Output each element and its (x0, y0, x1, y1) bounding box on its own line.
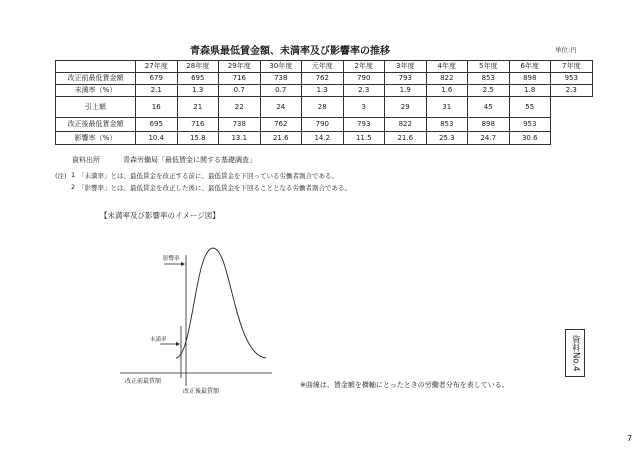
note-text: 「影響率」とは、最低賃金を改正した後に、最低賃金を下回ることとなる労働者割合である。 (78, 184, 351, 192)
table-cell: 2.1 (136, 85, 178, 97)
table-cell: 853 (426, 118, 468, 132)
table-cell: 2.3 (551, 85, 593, 97)
table-cell: 898 (509, 73, 551, 85)
table-cell: 790 (343, 73, 385, 85)
table-cell: 25.3 (426, 132, 468, 145)
table-cell: 822 (426, 73, 468, 85)
below-rate-label: 未満率 (150, 337, 167, 343)
table-cell: 14.2 (302, 132, 344, 145)
table-cell: 793 (385, 73, 427, 85)
table-cell: 16 (136, 97, 178, 118)
note-number: 2 (71, 183, 76, 191)
table-cell: 716 (177, 118, 219, 132)
table-cell: 679 (136, 73, 178, 85)
table-cell: 0.7 (260, 85, 302, 97)
row-label: 改正前最低賃金額 (56, 73, 136, 85)
note-marker: (注) (55, 172, 67, 180)
table-cell: 21 (177, 97, 219, 118)
row-label: 未満率（%） (56, 85, 136, 97)
table-cell: 22 (219, 97, 261, 118)
table-cell: 953 (509, 118, 551, 132)
table-cell: 1.3 (177, 85, 219, 97)
row-label: 影響率（%） (56, 132, 136, 145)
table-cell: 13.1 (219, 132, 261, 145)
table-cell: 738 (219, 118, 261, 132)
table-cell: 793 (343, 118, 385, 132)
table-cell: 695 (136, 118, 178, 132)
table-cell: 24 (260, 97, 302, 118)
row-label: 引上額 (56, 97, 136, 118)
after-wage-label: 改正後最賃額 (183, 388, 220, 395)
table-cell: 0.7 (219, 85, 261, 97)
table-cell: 55 (509, 97, 551, 118)
table-cell: 31 (426, 97, 468, 118)
table-cell: 953 (551, 73, 593, 85)
table-cell: 30.6 (509, 132, 551, 145)
diagram-caption: ※曲線は、賃金額を横軸にとったときの労働者分布を表している。 (300, 381, 509, 389)
table-cell: 853 (468, 73, 510, 85)
table-cell: 898 (468, 118, 510, 132)
year-header: 27年度 (136, 61, 178, 73)
year-header: 4年度 (426, 61, 468, 73)
table-cell: 738 (260, 73, 302, 85)
table-cell: 2.5 (468, 85, 510, 97)
note-text: 「未満率」とは、最低賃金を改正する前に、最低賃金を下回っている労働者割合である。 (78, 172, 338, 180)
diagram-title: 【未満率及び影響率のイメージ図】 (100, 211, 220, 220)
table-cell: 1.9 (385, 85, 427, 97)
year-header: 3年度 (385, 61, 427, 73)
table-cell: 762 (302, 73, 344, 85)
year-header: 5年度 (468, 61, 510, 73)
table-cell: 10.4 (136, 132, 178, 145)
table-cell: 1.3 (302, 85, 344, 97)
before-wage-label: 改正前最賃額 (125, 378, 162, 385)
table-cell: 1.6 (426, 85, 468, 97)
page-title: 青森県最低賃金額、未満率及び影響率の推移 (190, 46, 390, 57)
impact-rate-label: 影響率 (163, 256, 180, 262)
table-cell: 24.7 (468, 132, 510, 145)
source-text: 青森労働局「最低賃金に関する基礎調査」 (123, 156, 256, 164)
table-cell: 29 (385, 97, 427, 118)
table-cell: 1.8 (509, 85, 551, 97)
source-label: 資料出所 (72, 156, 100, 164)
table-cell: 28 (302, 97, 344, 118)
year-header: 7年度 (551, 61, 593, 73)
table-cell: 45 (468, 97, 510, 118)
row-label: 改正後最低賃金額 (56, 118, 136, 132)
year-header: 2年度 (343, 61, 385, 73)
table-cell: 695 (177, 73, 219, 85)
table-cell: 11.5 (343, 132, 385, 145)
impact-arrow (164, 262, 185, 266)
table-cell: 21.6 (385, 132, 427, 145)
table-cell: 822 (385, 118, 427, 132)
table-cell: 21.6 (260, 132, 302, 145)
distribution-curve (176, 248, 266, 358)
year-header: 元年度 (302, 61, 344, 73)
year-header: 28年度 (177, 61, 219, 73)
table-cell: 15.8 (177, 132, 219, 145)
page-number: 7 (627, 434, 633, 443)
table-cell: 790 (302, 118, 344, 132)
table-cell: 716 (219, 73, 261, 85)
year-header: 6年度 (509, 61, 551, 73)
year-header: 29年度 (219, 61, 261, 73)
material-tag-label: 資料No.4 (570, 334, 581, 372)
table-cell: 762 (260, 118, 302, 132)
table-cell: 3 (343, 97, 385, 118)
material-tag (565, 329, 585, 377)
unit-label: 単位:円 (555, 46, 577, 54)
table-cell: 2.3 (343, 85, 385, 97)
year-header: 30年度 (260, 61, 302, 73)
note-number: 1 (71, 171, 76, 179)
